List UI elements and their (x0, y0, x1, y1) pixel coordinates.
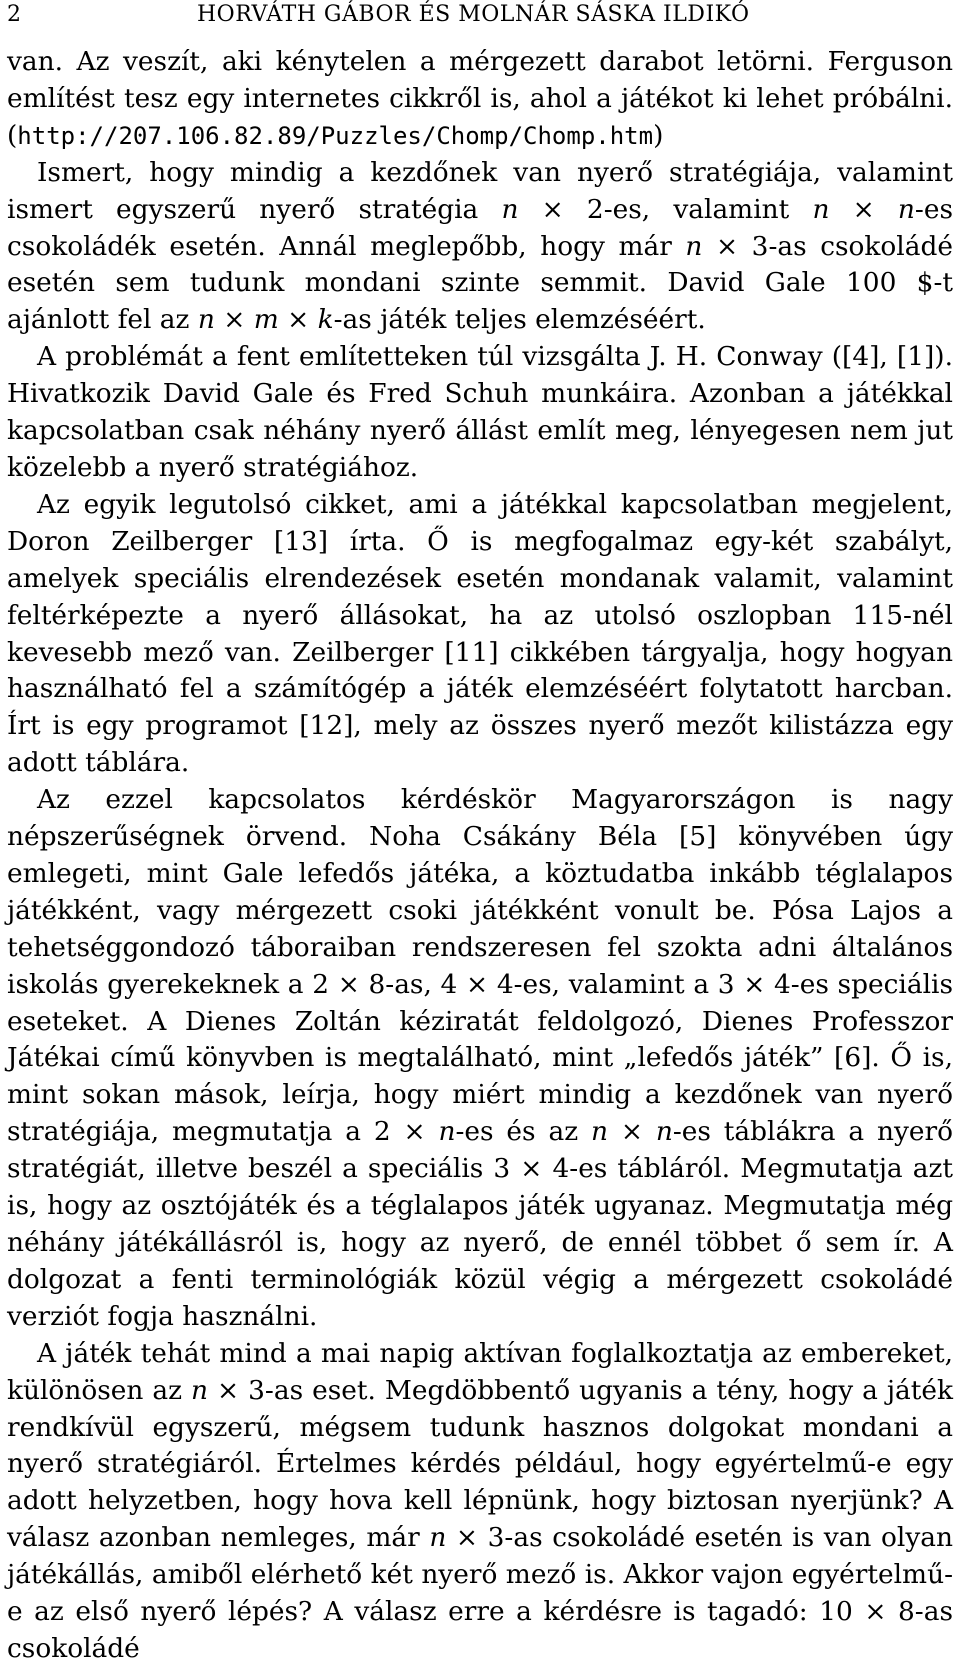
text-run: Az ezzel kapcsolatos kérdéskör Magyarországon is nagy népszerűségnek örvend. Noha Csákány Béla [5] könyvében úgy emlegeti, mint Gale lefedős játéka, a köztudatba inkább téglalapos játékként, vagy mérgezett csoki játékként vonult be. Pósa Lajos a tehetséggondozó táboraiban rendszeresen fel szokta adni általános iskolás gyerekeknek a 2 × 8-as, 4 × 4-es, valamint a 3 × 4-es speciális eseteket. A Dienes Zoltán kéziratát feldolgozó, Dienes Professzor Játékai című könyvben is megtalálható, mint „lefedős játék” [6]. Ő is, mint sokan mások, leírja, hogy miért mindig a kezdőnek van nyerő stratégiája, megmutatja a 2 × (7, 784, 953, 1148)
paragraph (7, 487, 953, 782)
text-run: × (829, 193, 898, 225)
math-variable: n (197, 304, 215, 336)
text-run: -es csokoládék esetén. Annál meglepőbb, hogy már (7, 193, 953, 262)
math-variable: n (590, 1116, 608, 1148)
text-run: Az egyik legutolsó cikket, ami a játékkal kapcsolatban megjelent, Doron Zeilberger [13] írta. Ő is megfogalmaz egy-két szabályt, amelyek speciális elrendezések esetén mondanak valamit, valamint feltérképezte a nyerő állásokat, ha az utolsó oszlopban 115-nél kevesebb mező van. Zeilberger [11] cikkében tárgyalja, hogy hogyan használható fel a számítógép a játék elemzéséért folytatott harcban. Írt is egy programot [12], mely az összes nyerő mezőt kilistázza egy adott táblára. (7, 488, 953, 779)
math-variable: n (501, 193, 519, 225)
url-text: http://207.106.82.89/Puzzles/Chomp/Chomp.htm (17, 121, 654, 150)
math-variable: n (897, 193, 915, 225)
running-header (7, 0, 953, 32)
paragraph (7, 44, 953, 155)
math-variable: n (812, 193, 830, 225)
text-run: A játék tehát mind a mai napig aktívan foglalkoztatja az embereket, különösen az (7, 1337, 953, 1406)
running-title: HORVÁTH GÁBOR ÉS MOLNÁR SÁSKA ILDIKÓ (197, 2, 750, 27)
paragraph (7, 1336, 953, 1668)
text-run: ) (653, 119, 664, 151)
text-run: Ismert, hogy mindig a kezdőnek van nyerő stratégiája, valamint ismert egyszerű nyerő stratégia (7, 156, 953, 225)
paragraph (7, 155, 953, 340)
text-run: × 2-es, valamint (518, 193, 813, 225)
math-variable: m (253, 304, 279, 336)
paragraph (7, 782, 953, 1336)
text-run: -as játék teljes elemzéséért. (333, 304, 706, 336)
page-number: 2 (7, 2, 22, 27)
text-run: × (607, 1116, 656, 1148)
math-variable: n (438, 1116, 456, 1148)
text-run: × 3-as csokoládé esetén is van olyan játékállás, amiből elérhető két nyerő mező is. Akkor vajon egyértelmű-e az első nyerő lépés? A válasz erre a kérdésre is tagadó: 10 × 8-as csokoládé (7, 1522, 953, 1664)
math-variable: n (429, 1522, 447, 1554)
math-variable: n (655, 1116, 673, 1148)
text-run: × 3-as csokoládé esetén sem tudunk mondani szinte semmit. David Gale 100 $-t ajánlott fel az (7, 230, 953, 336)
text-run: × 3-as eset. Megdöbbentő ugyanis a tény, hogy a játék rendkívül egyszerű, mégsem tudunk hasznos dolgokat mondani a nyerő stratégiáról. Értelmes kérdés például, hogy egyértelmű-e egy adott helyzetben, hogy hova kell lépnünk, hogy biztosan nyerjünk? A válasz azonban nemleges, már (7, 1374, 953, 1554)
math-variable: n (685, 230, 703, 262)
math-variable: k (317, 304, 334, 336)
math-variable: n (191, 1374, 209, 1406)
paragraph (7, 339, 953, 487)
text-run: -es és az (455, 1116, 591, 1148)
text-run: × (214, 304, 254, 336)
body-text (7, 44, 953, 1668)
text-run: A problémát a fent említetteken túl vizsgálta J. H. Conway ([4], [1]). Hivatkozik David Gale és Fred Schuh munkáira. Azonban a játékkal kapcsolatban csak néhány nyerő állást említ meg, lényegesen nem jut közelebb a nyerő stratégiához. (7, 341, 953, 483)
text-run: van. Az veszít, aki kénytelen a mérgezett darabot letörni. Ferguson említést tesz egy internetes cikkről is, ahol a játékot ki lehet próbálni. ( (7, 46, 953, 151)
text-run: -es táblákra a nyerő stratégiát, illetve beszél a speciális 3 × 4-es tábláról. Megmutatja azt is, hogy az osztójáték és a téglalapos játék ugyanaz. Megmutatja még néhány játékállásról is, hogy az nyerő, de ennél többet ő sem ír. A dolgozat a fenti terminológiák közül végig a mérgezett csokoládé verziót fogja használni. (7, 1116, 954, 1332)
text-run: × (278, 304, 318, 336)
